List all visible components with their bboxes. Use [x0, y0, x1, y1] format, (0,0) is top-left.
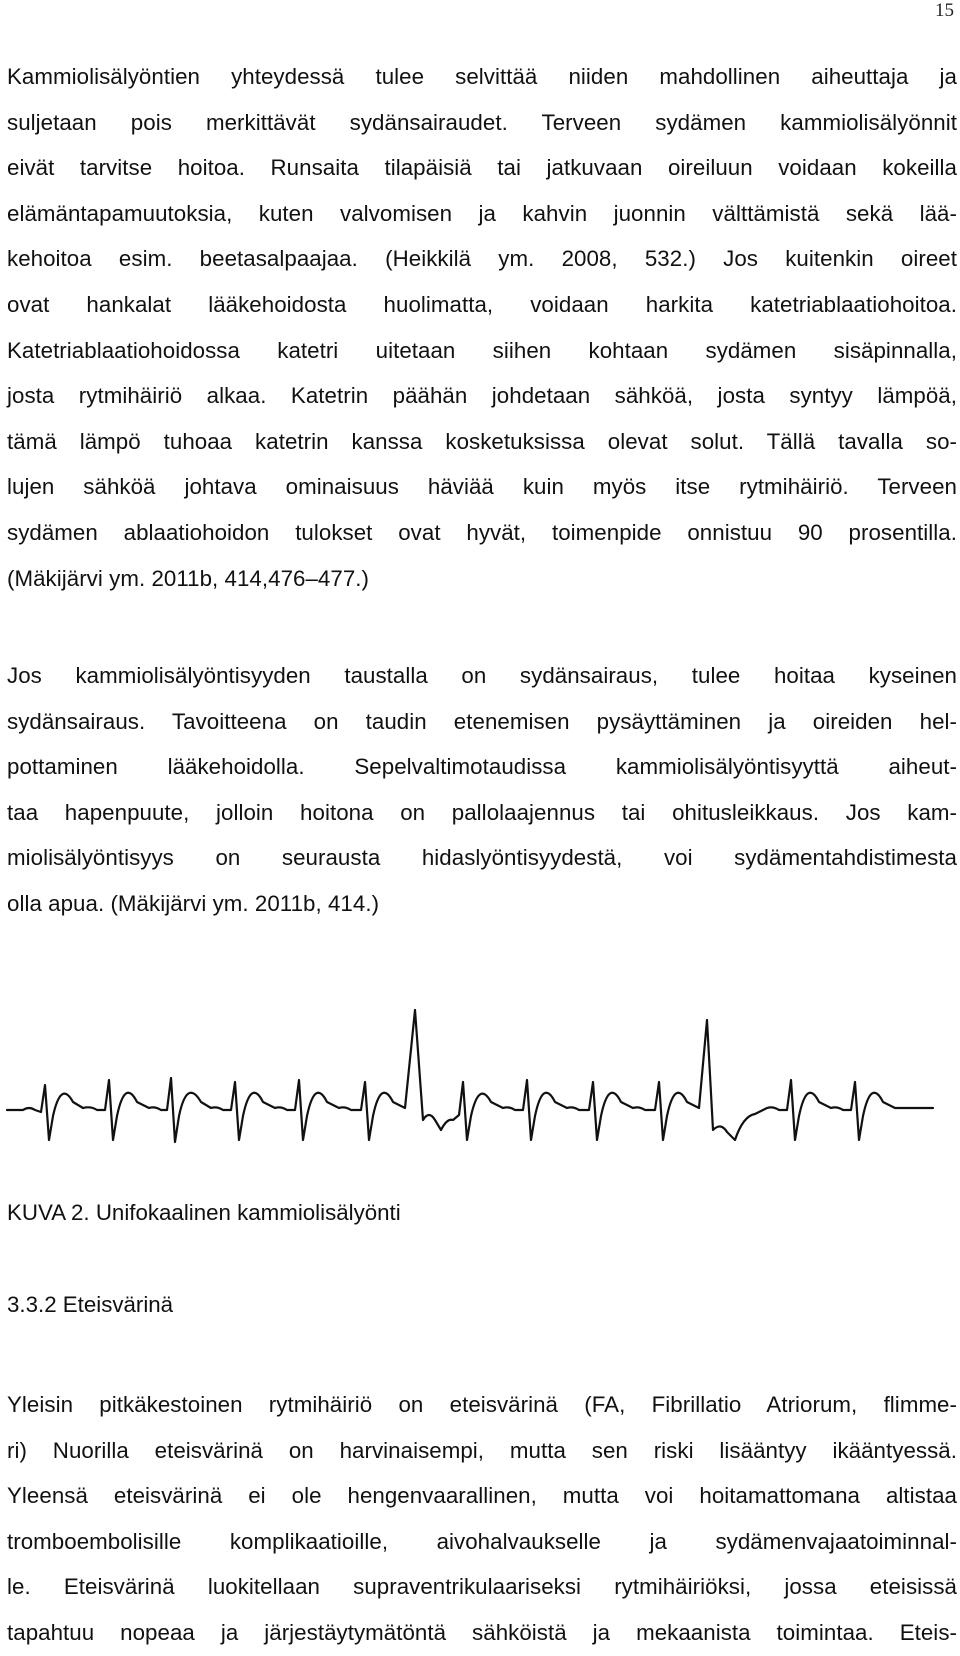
- text-line: sydämen ablaatiohoidon tulokset ovat hyvät, toimenpide onnistuu 90 prosentilla.: [7, 519, 957, 545]
- text-line: Yleensä eteisvärinä ei ole hengenvaarallinen, mutta voi hoitamattomana altistaa: [7, 1483, 957, 1509]
- text-line: Katetriablaatiohoidossa katetri uitetaan siihen kohtaan sydämen sisäpinnalla,: [7, 337, 957, 363]
- paragraph-atrial-fibrillation: [7, 1382, 957, 1656]
- section-heading: 3.3.2 Eteisvärinä: [7, 1292, 174, 1317]
- text-line: taa hapenpuute, jolloin hoitona on pallolaajennus tai ohitusleikkaus. Jos kam-: [7, 799, 957, 825]
- text-line: josta rytmihäiriö alkaa. Katetrin päähän johdetaan sähköä, josta syntyy lämpöä,: [7, 383, 957, 409]
- text-line: miolisälyöntisyys on seurausta hidaslyöntisyydestä, voi sydämentahdistimesta: [7, 845, 957, 871]
- ecg-trace-line: [7, 1010, 933, 1142]
- text-line: kehoitoa esim. beetasalpaajaa. (Heikkilä ym. 2008, 532.) Jos kuitenkin oireet: [7, 246, 957, 272]
- ecg-trace-figure: [5, 990, 935, 1190]
- page-number: 15: [935, 0, 954, 21]
- text-line: Yleisin pitkäkestoinen rytmihäiriö on eteisvärinä (FA, Fibrillatio Atriorum, flimme-: [7, 1392, 957, 1417]
- paragraph-underlying-disease: [7, 653, 957, 927]
- text-line: eivät tarvitse hoitoa. Runsaita tilapäisiä tai jatkuvaan oireiluun voidaan kokeilla: [7, 155, 957, 181]
- figure-caption: KUVA 2. Unifokaalinen kammiolisälyönti: [7, 1200, 401, 1225]
- text-line: le. Eteisvärinä luokitellaan supraventrikulaariseksi rytmihäiriöksi, jossa eteisissä: [7, 1574, 957, 1600]
- text-line: tämä lämpö tuhoaa katetrin kanssa kosketuksissa olevat solut. Tällä tavalla so-: [7, 428, 957, 454]
- text-line: Jos kammiolisälyöntisyyden taustalla on sydänsairaus, tulee hoitaa kyseinen: [7, 663, 957, 688]
- text-line: (Mäkijärvi ym. 2011b, 414,476–477.): [7, 565, 369, 591]
- text-line: olla apua. (Mäkijärvi ym. 2011b, 414.): [7, 890, 380, 916]
- text-line: tapahtuu nopeaa ja järjestäytymätöntä sähköistä ja mekaanista toimintaa. Eteis-: [7, 1619, 957, 1645]
- text-line: lujen sähköä johtava ominaisuus häviää kuin myös itse rytmihäiriö. Terveen: [7, 474, 957, 500]
- text-line: ri) Nuorilla eteisvärinä on harvinaisempi, mutta sen riski lisääntyy ikääntyessä.: [7, 1437, 957, 1463]
- text-line: elämäntapamuutoksia, kuten valvomisen ja kahvin juonnin välttämistä sekä lää-: [7, 200, 957, 226]
- text-line: Kammiolisälyöntien yhteydessä tulee selvittää niiden mahdollinen aiheuttaja ja: [7, 64, 957, 89]
- paragraph-ventricular-treatment: [7, 54, 957, 601]
- text-line: sydänsairaus. Tavoitteena on taudin etenemisen pysäyttäminen ja oireiden hel-: [7, 708, 957, 734]
- text-line: pottaminen lääkehoidolla. Sepelvaltimotaudissa kammiolisälyöntisyyttä aiheut-: [7, 754, 957, 780]
- text-line: tromboembolisille komplikaatioille, aivohalvaukselle ja sydämenvajaatoiminnal-: [7, 1528, 957, 1554]
- text-line: suljetaan pois merkittävät sydänsairaudet. Terveen sydämen kammiolisälyönnit: [7, 109, 957, 135]
- text-line: ovat hankalat lääkehoidosta huolimatta, voidaan harkita katetriablaatiohoitoa.: [7, 291, 957, 317]
